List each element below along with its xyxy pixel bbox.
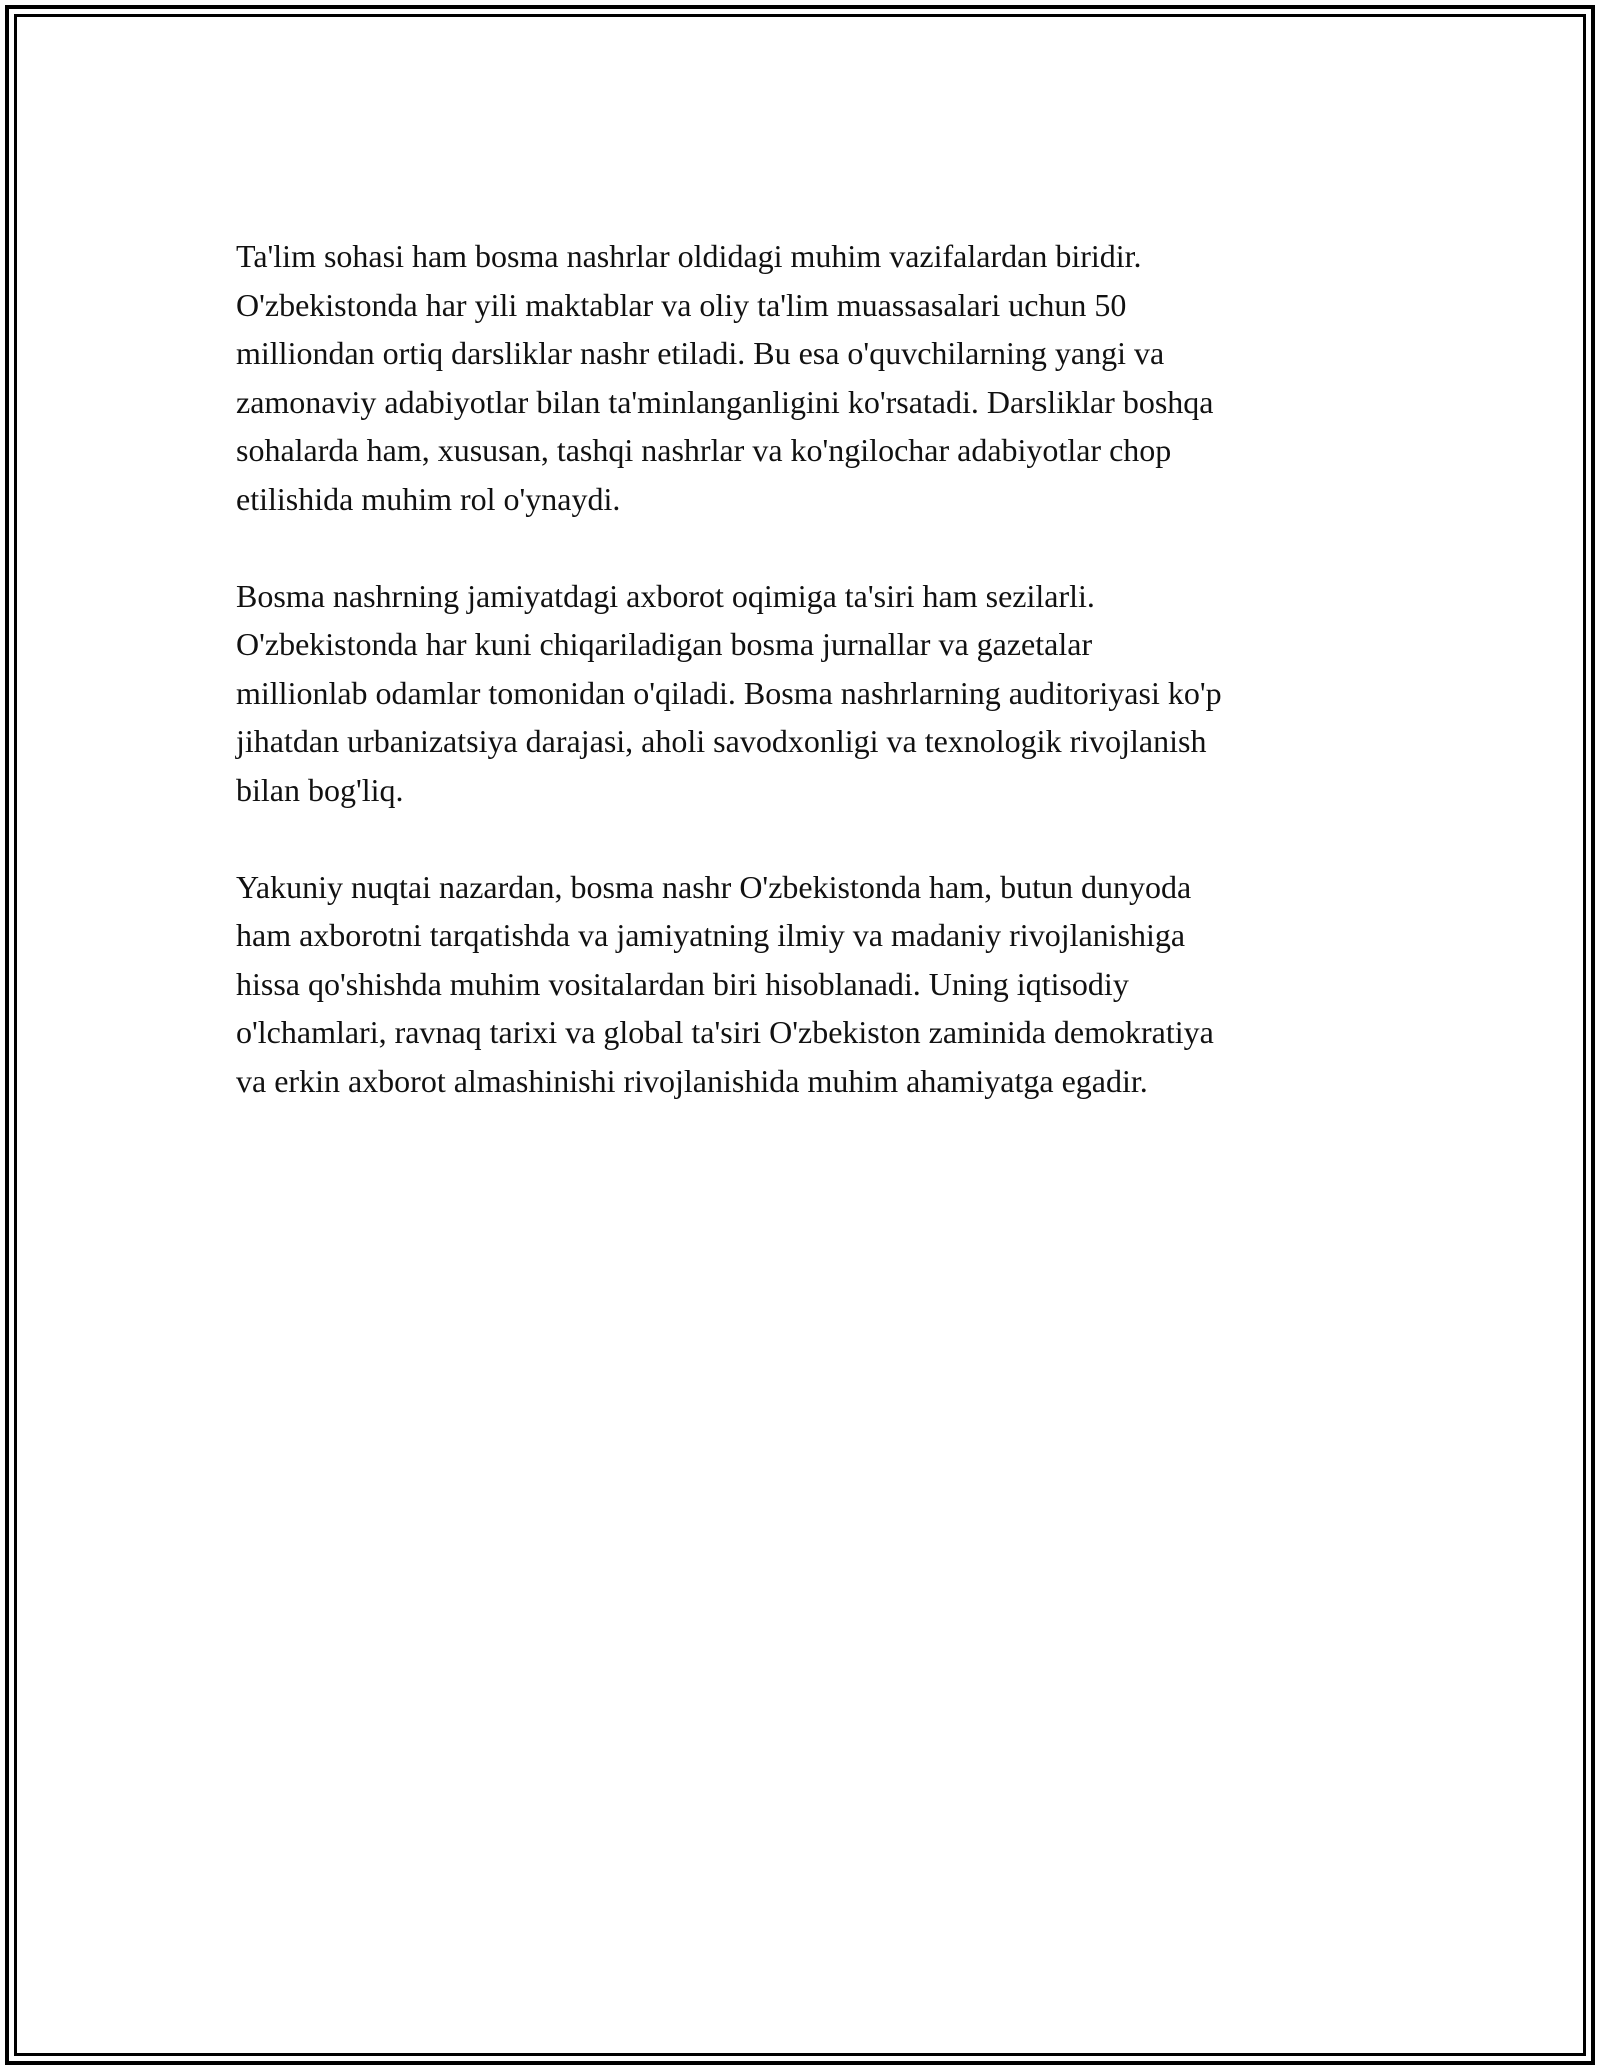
text-line: zamonaviy adabiyotlar bilan ta'minlanganligini ko'rsatadi. Darsliklar boshqa — [236, 383, 1214, 420]
text-line: sohalarda ham, xususan, tashqi nashrlar va ko'ngilochar adabiyotlar chop — [236, 432, 1172, 468]
text-line: Yakuniy nuqtai nazardan, bosma nashr O'zbekistonda ham, butun dunyoda — [236, 868, 1192, 905]
text-line: O'zbekistonda har yili maktablar va oliy ta'lim muassasalari uchun 50 — [236, 286, 1127, 323]
text-line: bilan bog'liq. — [236, 771, 404, 808]
text-line: O'zbekistonda har kuni chiqariladigan bosma jurnallar va gazetalar — [236, 626, 1093, 662]
document-body — [236, 232, 1396, 1154]
text-line: va erkin axborot almashinishi rivojlanishida muhim ahamiyatga egadir. — [236, 1062, 1148, 1099]
paragraph-conclusion — [236, 863, 1396, 1106]
text-line: Bosma nashrning jamiyatdagi axborot oqimiga ta'siri ham sezilarli. — [236, 577, 1095, 614]
paragraph-information-flow — [236, 572, 1396, 815]
text-line: etilishida muhim rol o'ynaydi. — [236, 480, 621, 517]
text-line: Ta'lim sohasi ham bosma nashrlar oldidagi muhim vazifalardan biridir. — [236, 238, 1142, 274]
text-line: milliondan ortiq darsliklar nashr etiladi. Bu esa o'quvchilarning yangi va — [236, 335, 1165, 371]
text-line: hissa qo'shishda muhim vositalardan biri hisoblanadi. Uning iqtisodiy — [236, 965, 1129, 1002]
text-line: o'lchamlari, ravnaq tarixi va global ta'siri O'zbekiston zaminida demokratiya — [236, 1014, 1214, 1050]
text-line: millionlab odamlar tomonidan o'qiladi. Bosma nashrlarning auditoriyasi ko'p — [236, 674, 1222, 711]
text-line: ham axborotni tarqatishda va jamiyatning ilmiy va madaniy rivojlanishiga — [236, 917, 1186, 953]
text-line: jihatdan urbanizatsiya darajasi, aholi savodxonligi va texnologik rivojlanish — [236, 723, 1207, 759]
paragraph-education — [236, 232, 1396, 523]
